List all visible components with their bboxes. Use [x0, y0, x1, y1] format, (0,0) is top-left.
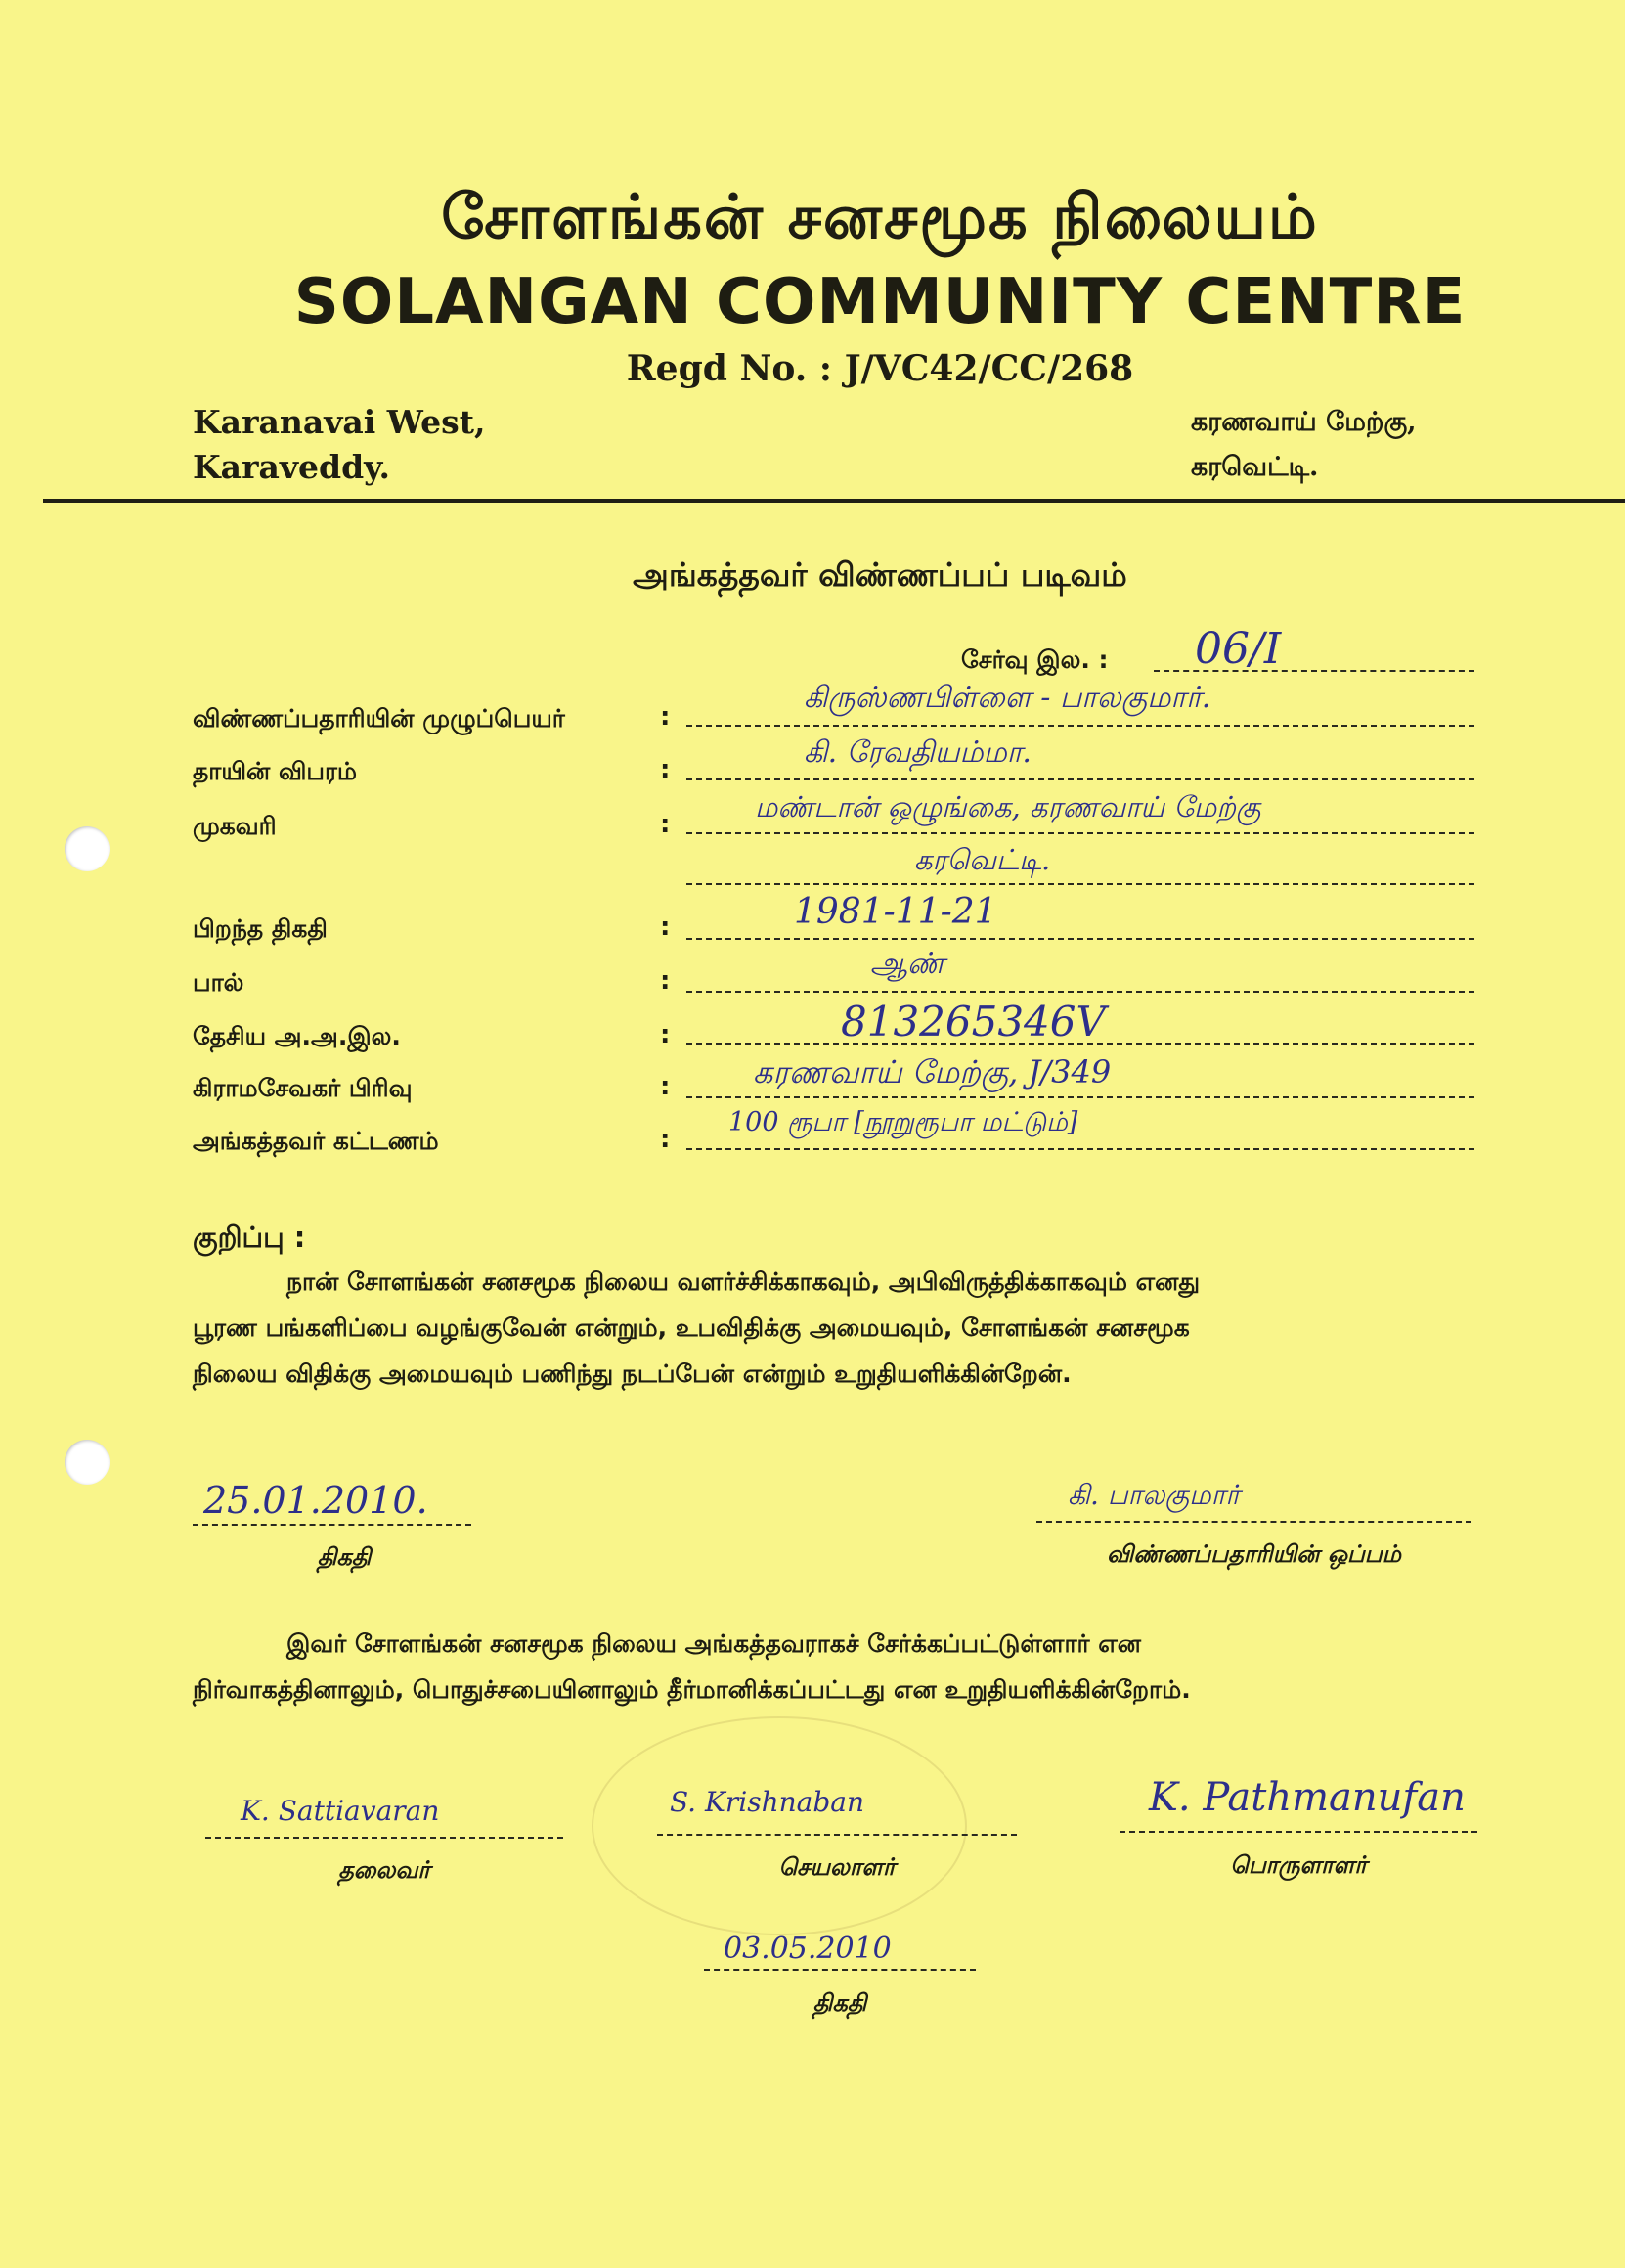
label-nic: தேசிய அ.அ.இல.: [193, 1022, 401, 1050]
president-signature: K. Sattiavaran: [241, 1795, 440, 1827]
title-tamil: சோளங்கன் சனசமூக நிலையம்: [441, 181, 1319, 252]
value-nic: 813265346V: [841, 998, 1106, 1045]
colon: :: [660, 912, 671, 942]
address-english-line2: Karaveddy.: [193, 448, 391, 486]
punch-hole: [65, 1440, 110, 1485]
address-tamil-line2: கரவெட்டி.: [1191, 452, 1319, 482]
label-gs-division: கிராமசேவகர் பிரிவு: [193, 1074, 413, 1102]
value-sex: ஆண்: [870, 947, 945, 981]
treasurer-signature: K. Pathmanufan: [1149, 1775, 1466, 1820]
header-divider: [43, 499, 1625, 503]
colon: :: [660, 810, 671, 839]
treasurer-signature-line: [1120, 1831, 1477, 1833]
confirmation-line-2: நிர்வாகத்தினாலும், பொதுச்சபையினாலும் தீர்மானிக்கப்பட்டது என உறுதியளிக்கின்றோம்.: [193, 1675, 1191, 1704]
label-sex: பால்: [193, 968, 244, 997]
serial-value: 06/I: [1195, 624, 1282, 674]
value-address-2: கரவெட்டி.: [914, 843, 1051, 876]
line-membership-fee: [686, 1148, 1474, 1150]
address-tamil-line1: கரணவாய் மேற்கு,: [1191, 407, 1417, 437]
president-signature-line: [205, 1837, 563, 1839]
serial-label: சேர்வு இல. :: [961, 645, 1109, 674]
value-date-of-birth: 1981-11-21: [794, 892, 997, 932]
note-line-1: நான் சோளங்கன் சனசமூக நிலைய வளர்ச்சிக்காகவும், அபிவிருத்திக்காகவும் எனது: [286, 1267, 1201, 1296]
faint-stamp: [592, 1716, 967, 1935]
label-mother: தாயின் விபரம்: [193, 757, 358, 785]
applicant-date-line: [193, 1524, 471, 1526]
president-caption: தலைவர்: [338, 1856, 430, 1884]
final-date-value: 03.05.2010: [724, 1932, 892, 1966]
note-line-2: பூரண பங்களிப்பை வழங்குவேன் என்றும், உபவிதிக்கு அமையவும், சோளங்கன் சனசமூக: [193, 1313, 1190, 1342]
secretary-caption: செயலாளர்: [778, 1853, 896, 1881]
line-address-1: [686, 832, 1474, 834]
secretary-signature: S. Krishnaban: [670, 1786, 865, 1818]
line-gs-division: [686, 1096, 1474, 1098]
note-heading: குறிப்பு :: [193, 1221, 306, 1254]
applicant-signature-caption: விண்ணப்பதாரியின் ஒப்பம்: [1107, 1540, 1401, 1568]
value-address-1: மண்டான் ஒழுங்கை, கரணவாய் மேற்கு: [755, 790, 1261, 823]
line-mother: [686, 778, 1474, 780]
confirmation-line-1: இவர் சோளங்கன் சனசமூக நிலைய அங்கத்தவராகச் சேர்க்கப்பட்டுள்ளார் என: [286, 1629, 1142, 1658]
colon: :: [660, 966, 671, 996]
line-full-name: [686, 725, 1474, 727]
applicant-date-value: 25.01.2010.: [203, 1479, 428, 1522]
treasurer-caption: பொருளாளர்: [1230, 1851, 1367, 1879]
registration-number: Regd No. : J/VC42/CC/268: [626, 348, 1134, 389]
label-membership-fee: அங்கத்தவர் கட்டணம்: [193, 1127, 439, 1155]
label-address: முகவரி: [193, 812, 277, 840]
colon: :: [660, 1020, 671, 1049]
punch-hole: [65, 826, 110, 871]
title-english: SOLANGAN COMMUNITY CENTRE: [293, 266, 1467, 338]
line-sex: [686, 991, 1474, 993]
value-gs-division: கரணவாய் மேற்கு, J/349: [753, 1053, 1112, 1090]
form-title: அங்கத்தவர் விண்ணப்பப் படிவம்: [633, 556, 1127, 594]
final-date-caption: திகதி: [812, 1989, 867, 2017]
note-line-3: நிலைய விதிக்கு அமையவும் பணிந்து நடப்பேன் என்றும் உறுதியளிக்கின்றேன்.: [193, 1359, 1072, 1388]
applicant-signature: கி. பாலகுமார்: [1068, 1479, 1240, 1511]
colon: :: [660, 702, 671, 732]
address-english-line1: Karanavai West,: [193, 403, 486, 441]
applicant-signature-line: [1036, 1521, 1471, 1523]
colon: :: [660, 1072, 671, 1101]
value-mother: கி. ரேவதியம்மா.: [804, 735, 1032, 770]
final-date-line: [704, 1969, 976, 1971]
applicant-date-caption: திகதி: [317, 1543, 372, 1571]
colon: :: [660, 755, 671, 784]
colon: :: [660, 1125, 671, 1154]
line-date-of-birth: [686, 938, 1474, 940]
label-date-of-birth: பிறந்த திகதி: [193, 914, 328, 943]
secretary-signature-line: [657, 1834, 1017, 1836]
value-full-name: கிருஸ்ணபிள்ளை - பாலகுமார்.: [804, 681, 1211, 715]
value-membership-fee: 100 ரூபா [நூறுரூபா மட்டும்]: [728, 1107, 1078, 1137]
label-full-name: விண்ணப்பதாரியின் முழுப்பெயர்: [193, 704, 565, 733]
line-address-2: [686, 883, 1474, 885]
